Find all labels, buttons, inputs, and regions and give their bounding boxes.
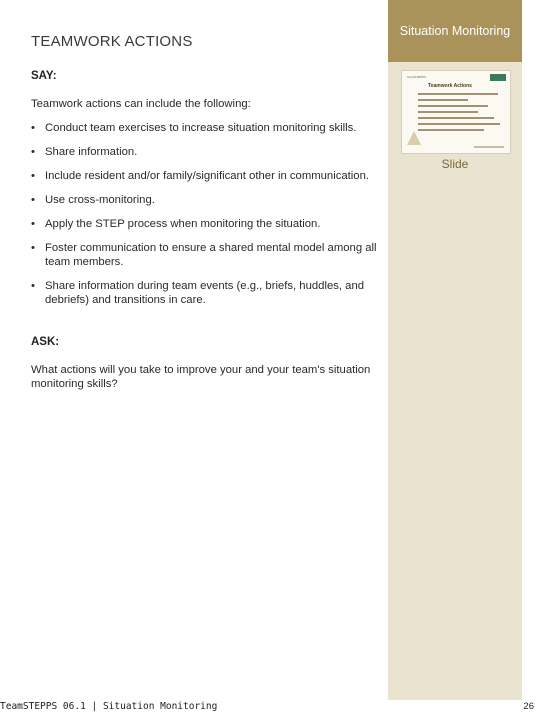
main-content (31, 69, 383, 402)
list-item: • Include resident and/or family/significant other in communication. (31, 169, 383, 183)
thumbnail-line (418, 117, 494, 119)
list-item: • Use cross-monitoring. (31, 193, 383, 207)
thumbnail-line (418, 105, 488, 107)
pyramid-logo-icon (407, 131, 421, 145)
slide-label: Slide (441, 157, 469, 171)
list-item: • Share information. (31, 145, 383, 159)
thumbnail-line (418, 99, 468, 101)
ask-question: What actions will you take to improve your and your team's situation monitoring skills? (31, 364, 371, 390)
sidebar-panel (388, 0, 522, 700)
thumbnail-tag (490, 74, 506, 81)
footer-course-info: TeamSTEPPS 06.1 | Situation Monitoring (0, 701, 218, 712)
say-label: SAY: (31, 70, 57, 82)
list-item: • Foster communication to ensure a shared mental model among all team members. (31, 241, 383, 269)
ask-label: ASK: (31, 336, 60, 348)
thumbnail-line (418, 123, 500, 125)
sidebar-header: Situation Monitoring (388, 0, 522, 62)
thumbnail-footer-line (474, 146, 504, 148)
thumbnail-line (418, 93, 498, 95)
thumbnail-line (418, 129, 484, 131)
thumbnail-brand: TeamSTEPPS (407, 75, 427, 79)
thumbnail-line (418, 111, 478, 113)
thumbnail-heading: Teamwork Actions (428, 83, 472, 89)
say-intro: Teamwork actions can include the following: (31, 98, 251, 110)
page-title: TEAMWORK ACTIONS (31, 33, 193, 50)
list-item: • Conduct team exercises to increase situation monitoring skills. (31, 121, 383, 135)
list-item: • Apply the STEP process when monitoring the situation. (31, 217, 383, 231)
list-item: • Share information during team events (e.g., briefs, huddles, and debriefs) and transitions in care. (31, 279, 383, 307)
page-number: 26 (523, 701, 534, 712)
say-list (31, 121, 383, 307)
slide-thumbnail[interactable] (401, 70, 511, 154)
